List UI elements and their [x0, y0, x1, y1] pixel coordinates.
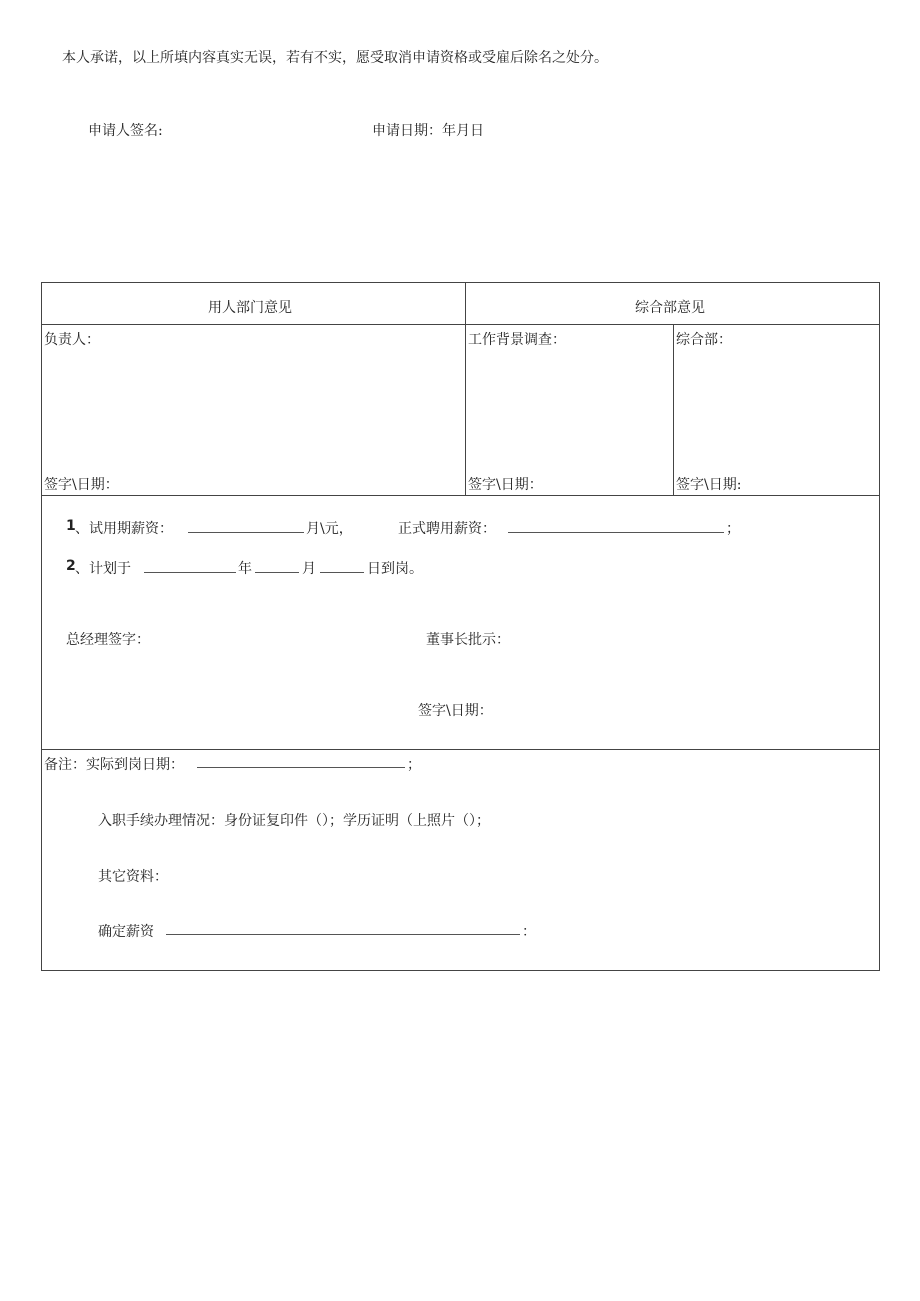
responsible-person-label: 负责人：: [44, 332, 100, 348]
month-label: 月: [302, 561, 316, 577]
admin-dept-label: 综合部：: [676, 332, 732, 348]
probation-salary-field[interactable]: [188, 532, 304, 533]
background-sign-date-label: 签字\日期：: [468, 477, 543, 493]
table-col-divider-1: [465, 282, 466, 496]
chairman-approval-label: 董事长批示：: [426, 632, 510, 648]
formal-salary-field[interactable]: [508, 532, 724, 533]
item-1-end: ；: [726, 521, 740, 537]
table-row-divider-1: [41, 495, 880, 496]
table-row-divider-2: [41, 749, 880, 750]
applicant-signature-label: 申请人签名:: [88, 123, 163, 139]
table-border-top: [41, 282, 880, 283]
arrival-plan-label: 、计划于: [75, 561, 131, 577]
arrival-year-field[interactable]: [144, 572, 236, 573]
confirmed-salary-end: ：: [522, 924, 536, 940]
table-col-divider-2: [673, 324, 674, 496]
dept-opinion-header: 用人部门意见: [208, 300, 292, 316]
table-border-bottom: [41, 970, 880, 971]
confirmed-salary-label: 确定薪资: [98, 924, 154, 940]
item-2-number: 2: [66, 558, 76, 574]
formal-salary-label: 正式聘用薪资：: [398, 521, 496, 537]
gm-signature-label: 总经理签字：: [66, 632, 150, 648]
approval-sign-date-label: 签字\日期：: [418, 703, 493, 719]
day-label: 日到岗。: [367, 561, 423, 577]
dept-sign-date-label: 签字\日期：: [44, 477, 119, 493]
other-docs-label: 其它资料：: [98, 869, 168, 885]
background-check-label: 工作背景调查：: [468, 332, 566, 348]
remarks-end: ；: [407, 757, 421, 773]
arrival-day-field[interactable]: [320, 572, 364, 573]
table-border-left: [41, 282, 42, 971]
application-date-label: 申请日期：年月日: [372, 123, 484, 139]
actual-arrival-date-field[interactable]: [197, 767, 405, 768]
table-header-divider: [41, 324, 880, 325]
probation-salary-label: 、试用期薪资：: [75, 521, 173, 537]
declaration-text: 本人承诺，以上所填内容真实无误，若有不实，愿受取消申请资格或受雇后除名之处分。: [62, 50, 608, 66]
table-border-right: [879, 282, 880, 971]
item-1-number: 1: [66, 518, 76, 534]
confirmed-salary-field[interactable]: [166, 934, 520, 935]
onboarding-status-label: 入职手续办理情况：身份证复印件（）；学历证明（上照片（）；: [98, 813, 490, 829]
salary-unit-label: 月\元，: [306, 521, 353, 537]
admin-opinion-header: 综合部意见: [635, 300, 705, 316]
year-label: 年: [238, 561, 252, 577]
remarks-arrival-label: 备注：实际到岗日期：: [44, 757, 184, 773]
arrival-month-field[interactable]: [255, 572, 299, 573]
admin-sign-date-label: 签字\日期:: [676, 477, 742, 493]
